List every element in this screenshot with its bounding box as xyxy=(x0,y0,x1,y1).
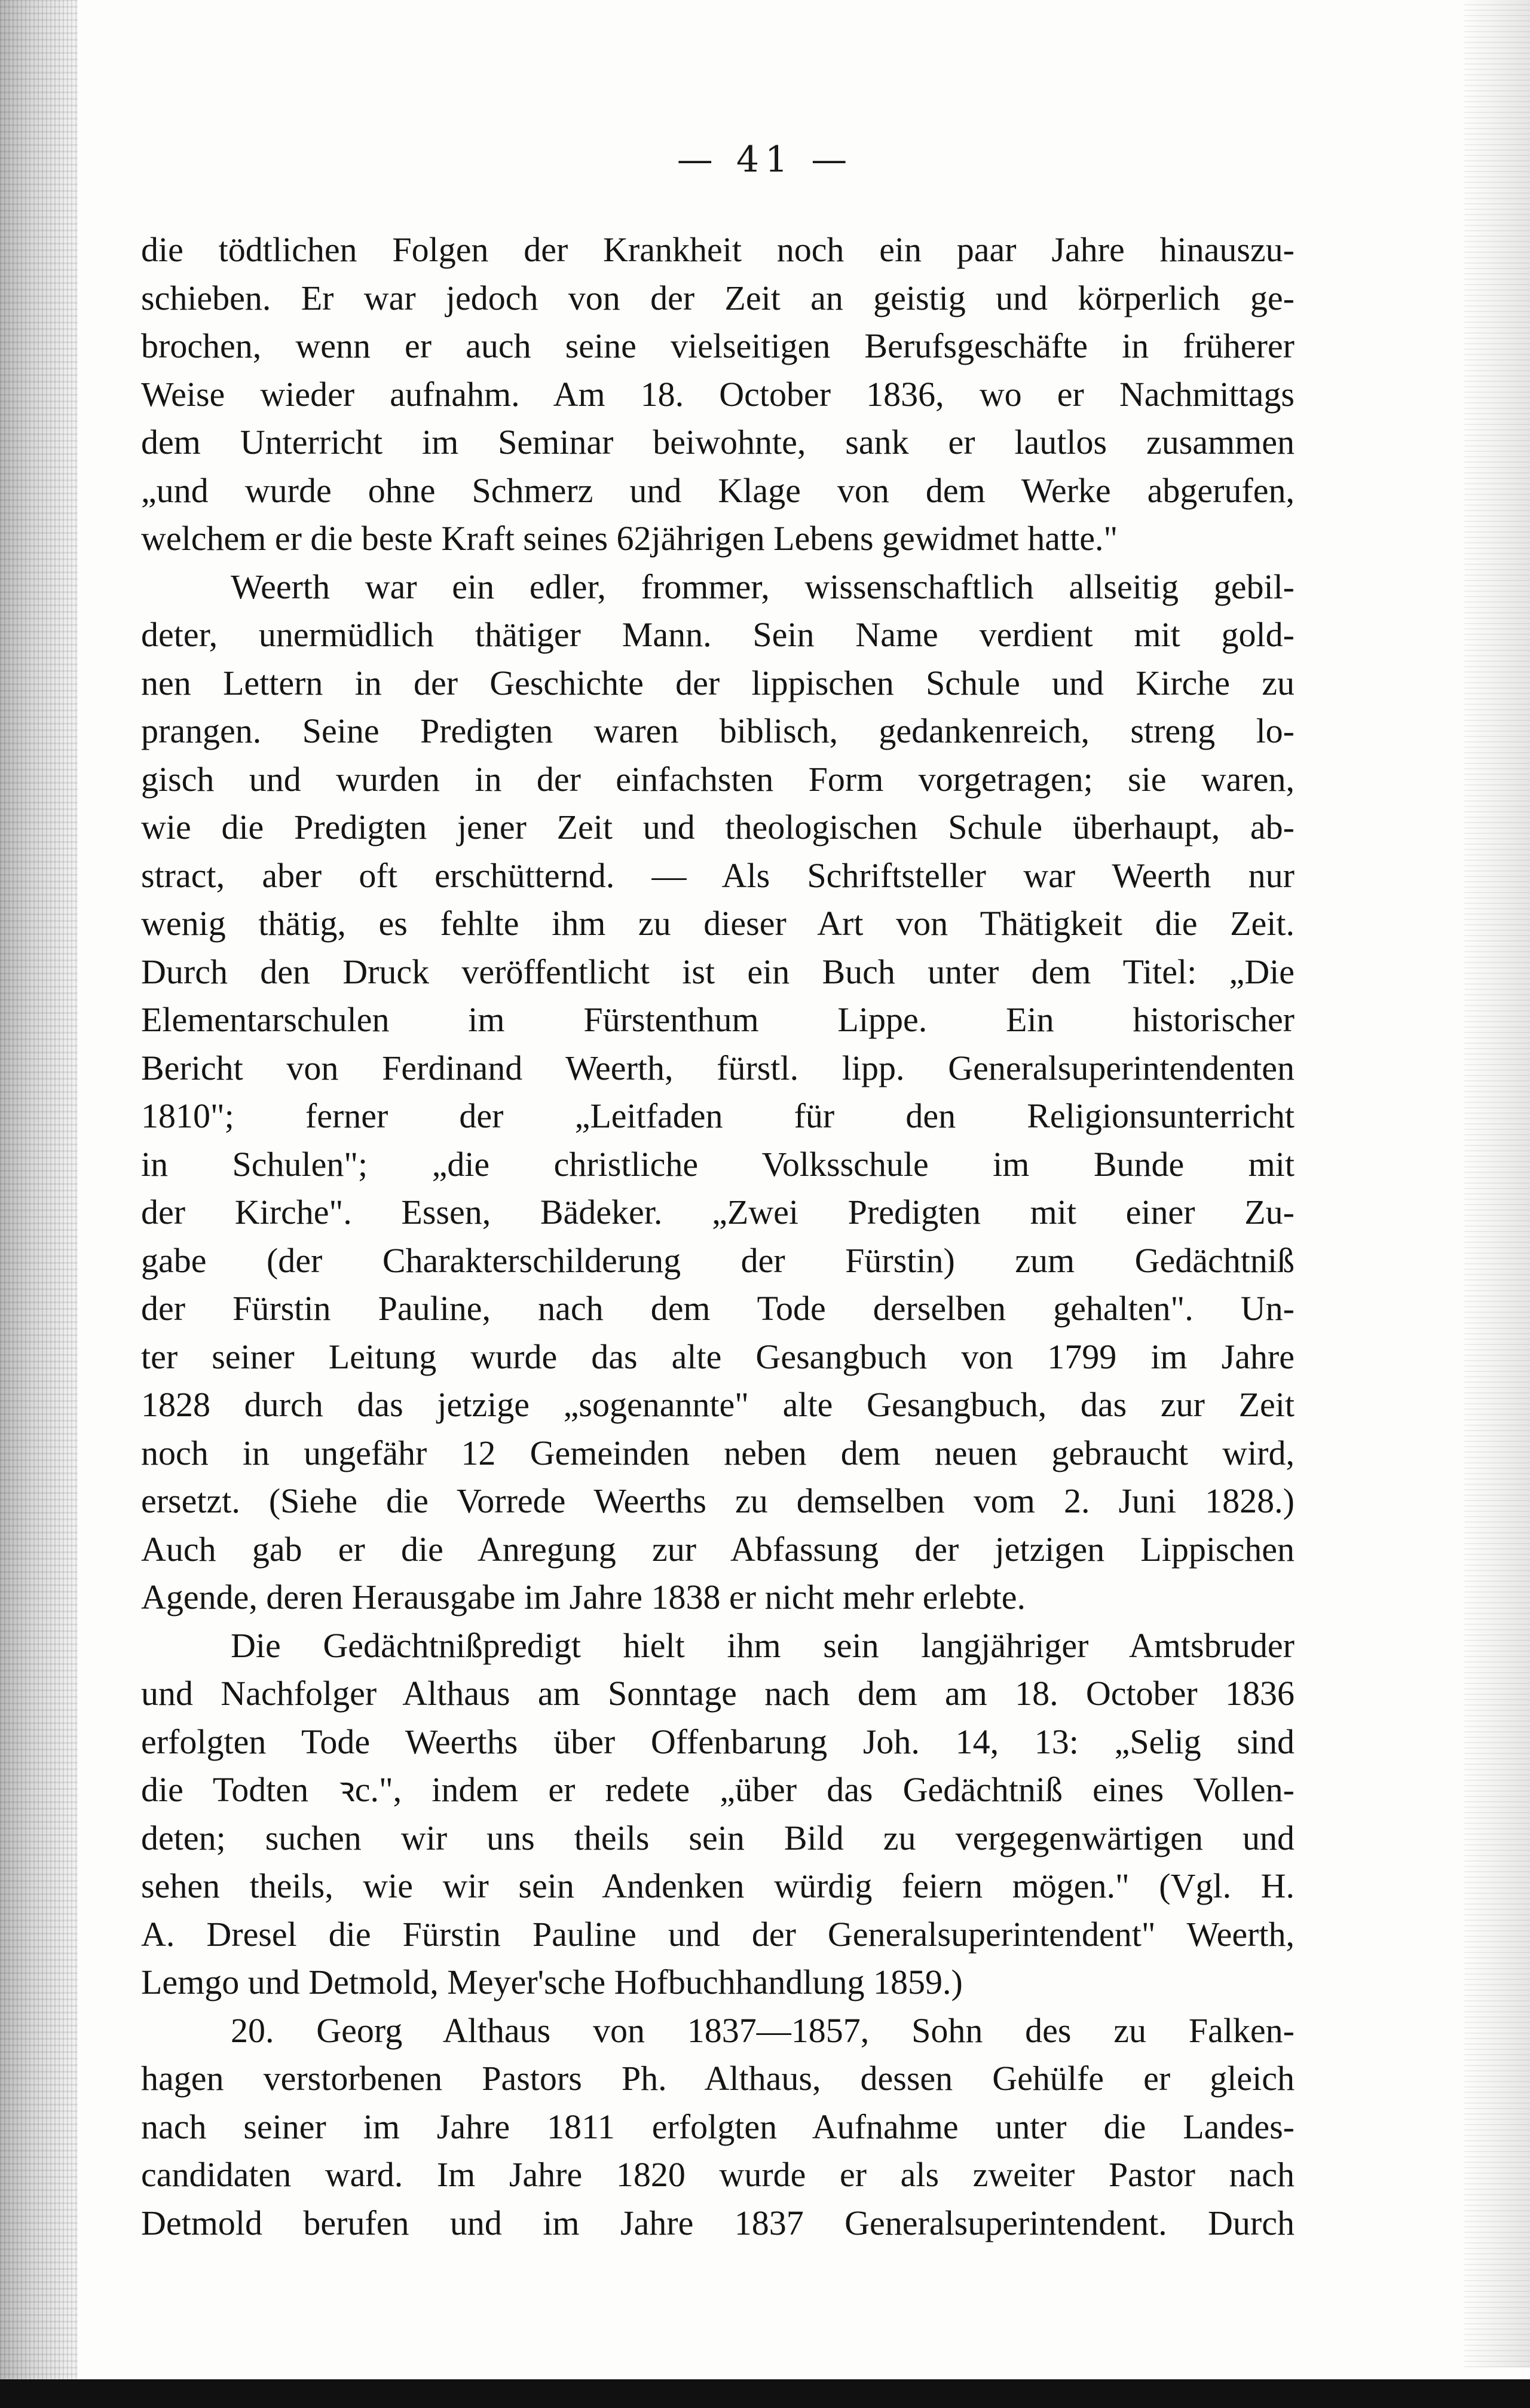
text-line: der Fürstin Pauline, nach dem Tode derselben gehalten". Un- xyxy=(141,1289,1295,1328)
text-line: „und wurde ohne Schmerz und Klage von dem Werke abgerufen, xyxy=(141,470,1295,510)
text-line: der Kirche". Essen, Bädeker. „Zwei Predigten mit einer Zu- xyxy=(141,1193,1295,1231)
text-line: Elementarschulen im Fürstenthum Lippe. Ein historischer xyxy=(141,1000,1295,1039)
text-line: in Schulen"; „die christliche Volksschule im Bunde mit xyxy=(141,1144,1295,1184)
text-line: 1828 durch das jetzige „sogenannte" alte Gesangbuch, das zur Zeit xyxy=(141,1385,1295,1424)
text-line: 20. Georg Althaus von 1837—1857, Sohn des zu Falken- xyxy=(231,2010,1295,2050)
text-line: die tödtlichen Folgen der Krankheit noch ein paar Jahre hinauszu- xyxy=(141,230,1295,269)
text-line: wenig thätig, es fehlte ihm zu dieser Art von Thätigkeit die Zeit. xyxy=(141,904,1295,943)
text-line: stract, aber oft erschütternd. — Als Schriftsteller war Weerth nur xyxy=(141,855,1295,895)
text-line: 1810"; ferner der „Leitfaden für den Religionsunterricht xyxy=(141,1096,1295,1135)
text-line: nen Lettern in der Geschichte der lippischen Schule und Kirche zu xyxy=(141,663,1295,702)
text-line: erfolgten Tode Weerths über Offenbarung Joh. 14, 13: „Selig sind xyxy=(141,1722,1295,1761)
text-line: candidaten ward. Im Jahre 1820 wurde er als zweiter Pastor nach xyxy=(141,2155,1295,2194)
text-line: welchem er die beste Kraft seines 62jährigen Lebens gewidmet hatte." xyxy=(141,519,1118,558)
text-line: hagen verstorbenen Pastors Ph. Althaus, dessen Gehülfe er gleich xyxy=(141,2059,1295,2098)
text-line: Agende, deren Herausgabe im Jahre 1838 er nicht mehr erlebte. xyxy=(141,1578,1026,1616)
scan-right-edge xyxy=(1464,0,1530,2367)
body-text xyxy=(141,226,1295,2247)
text-line: A. Dresel die Fürstin Pauline und der Generalsuperintendent" Weerth, xyxy=(141,1914,1295,1954)
text-line: Weise wieder aufnahm. Am 18. October 1836, wo er Nachmittags xyxy=(141,374,1295,414)
text-line: Durch den Druck veröffentlicht ist ein Buch unter dem Titel: „Die xyxy=(141,952,1295,991)
text-line: ersetzt. (Siehe die Vorrede Weerths zu demselben vom 2. Juni 1828.) xyxy=(141,1481,1295,1520)
scan-left-edge xyxy=(0,0,78,2408)
text-line: ter seiner Leitung wurde das alte Gesangbuch von 1799 im Jahre xyxy=(141,1337,1295,1376)
text-line: noch in ungefähr 12 Gemeinden neben dem neuen gebraucht wird, xyxy=(141,1433,1295,1472)
text-line: Detmold berufen und im Jahre 1837 Generalsuperintendent. Durch xyxy=(141,2203,1295,2242)
text-line: Bericht von Ferdinand Weerth, fürstl. lipp. Generalsuperintendenten xyxy=(141,1048,1295,1087)
text-line: brochen, wenn er auch seine vielseitigen Berufsgeschäfte in früherer xyxy=(141,326,1295,365)
text-line: Die Gedächtnißpredigt hielt ihm sein langjähriger Amtsbruder xyxy=(231,1625,1295,1665)
text-line: und Nachfolger Althaus am Sonntage nach dem am 18. October 1836 xyxy=(141,1674,1295,1713)
text-line: gisch und wurden in der einfachsten Form vorgetragen; sie waren, xyxy=(141,759,1295,799)
text-line: Lemgo und Detmold, Meyer'sche Hofbuchhandlung 1859.) xyxy=(141,1963,963,2001)
text-line: schieben. Er war jedoch von der Zeit an geistig und körperlich ge- xyxy=(141,278,1295,317)
text-line: gabe (der Charakterschilderung der Fürstin) zum Gedächtniß xyxy=(141,1240,1295,1280)
text-line: deten; suchen wir uns theils sein Bild zu vergegenwärtigen und xyxy=(141,1818,1295,1857)
text-line: wie die Predigten jener Zeit und theologischen Schule überhaupt, ab- xyxy=(141,808,1295,847)
text-line: prangen. Seine Predigten waren biblisch, gedankenreich, streng lo- xyxy=(141,711,1295,750)
text-line: die Todten ꝛc.", indem er redete „über das Gedächtniß eines Vollen- xyxy=(141,1770,1295,1809)
text-line: dem Unterricht im Seminar beiwohnte, sank er lautlos zusammen xyxy=(141,423,1295,462)
text-line: deter, unermüdlich thätiger Mann. Sein Name verdient mit gold- xyxy=(141,615,1295,654)
text-line: Auch gab er die Anregung zur Abfassung der jetzigen Lippischen xyxy=(141,1529,1295,1569)
page-number: — 41 — xyxy=(677,139,853,181)
scan-bottom-border xyxy=(0,2379,1530,2408)
text-line: sehen theils, wie wir sein Andenken würdig feiern mögen." (Vgl. H. xyxy=(141,1866,1295,1905)
text-line: nach seiner im Jahre 1811 erfolgten Aufnahme unter die Landes- xyxy=(141,2107,1295,2146)
text-line: Weerth war ein edler, frommer, wissenschaftlich allseitig gebil- xyxy=(231,567,1295,606)
